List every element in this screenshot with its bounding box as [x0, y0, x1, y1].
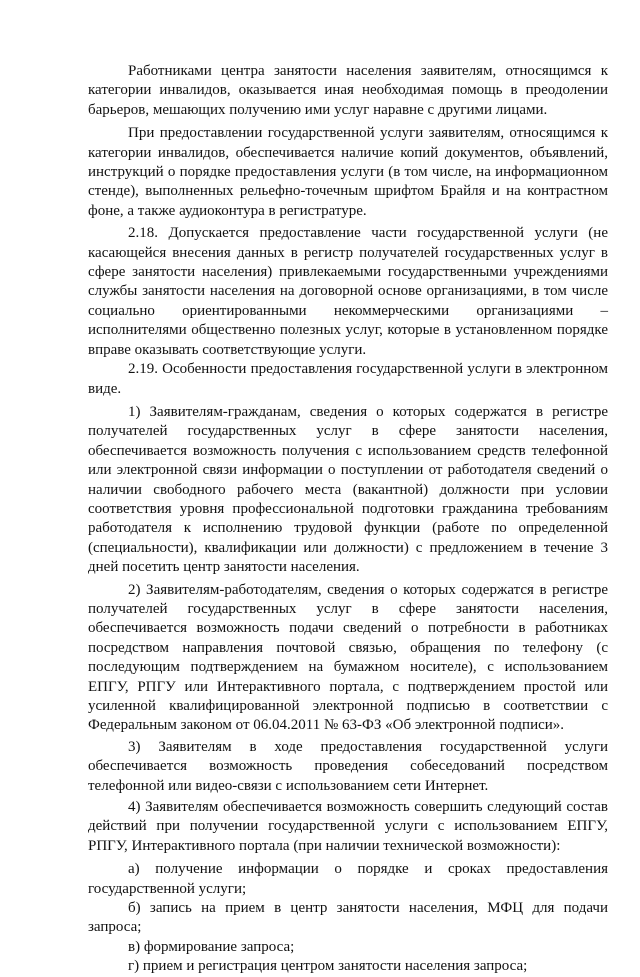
list-item-b: б) запись на прием в центр занятости населения, МФЦ для подачи запроса; [88, 900, 608, 936]
list-item-a: а) получение информации о порядке и сроках предоставления государственной услуги; [88, 861, 608, 897]
list-item-g: г) прием и регистрация центром занятости населения запроса; [128, 958, 528, 975]
list-item-v: в) формирование запроса; [128, 938, 295, 955]
paragraph-item-3: 3) Заявителям в ходе предоставления государственной услуги обеспечивается возможность проведения собеседований посредством телефонной или видео-связи с использованием сети Интернет. [88, 738, 608, 794]
paragraph-item-2: 2) Заявителям-работодателям, сведения о которых содержатся в регистре получателей государственных услуг в сфере занятости населения, обеспечивается возможность подачи сведений о потребности в работниках посредством направления почтовой связью, обращения по телефону (с последующим подтверждением на бумажном носителе), с использованием ЕПГУ, РПГУ или Интерактивного портала, с подтверждением простой или усиленной квалифицированной электронной подписью в соответствии с Федеральным законом от 06.04.2011 № 63-ФЗ «Об электронной подписи». [88, 581, 608, 734]
paragraph-assistance: Работниками центра занятости населения заявителям, относящимся к категории инвалидов, оказывается иная необходимая помощь в преодолении барьеров, мешающих получению ими услуг наравне с другими лицами. [88, 63, 608, 118]
paragraph-item-1: 1) Заявителям-гражданам, сведения о которых содержатся в регистре получателей государственных услуг в сфере занятости населения, обеспечивается возможность получения с использованием средств телефонной или электронной связи информации о поступлении от работодателя сведений о наличии свободного рабочего места (вакантной) должности при условии соответствия уровня профессиональной подготовки гражданина требованиям работодателя к исполнению трудовой функции (работе по определенной (специальности), квалификации или должности) с предложением в течение 3 дней посетить центр занятости населения. [88, 403, 608, 576]
paragraph-2-19: 2.19. Особенности предоставления государственной услуги в электронном виде. [88, 361, 608, 397]
paragraph-item-4: 4) Заявителям обеспечивается возможность совершить следующий состав действий при получении государственной услуги с использованием ЕПГУ, РПГУ, Интерактивного портала (при наличии технической возможности): [88, 799, 608, 854]
paragraph-2-18: 2.18. Допускается предоставление части государственной услуги (не касающейся внесения данных в регистр получателей государственных услуг в сфере занятости населения) привлекаемыми государственными учреждениями службы занятости населения на договорной основе организациями, в том числе социально ориентированными некоммерческими организациями – исполнителями общественно полезных услуг, которые в установленном порядке вправе оказывать соответствующие услуги. [88, 225, 608, 358]
paragraph-braille: При предоставлении государственной услуги заявителям, относящимся к категории инвалидов, обеспечивается наличие копий документов, объявлений, инструкций о порядке предоставления услуги (в том числе, на информационном стенде), выполненных рельефно-точечным шрифтом Брайля и на контрастном фоне, а также аудиоконтура в регистратуре. [88, 125, 608, 219]
document-body [88, 62, 608, 977]
